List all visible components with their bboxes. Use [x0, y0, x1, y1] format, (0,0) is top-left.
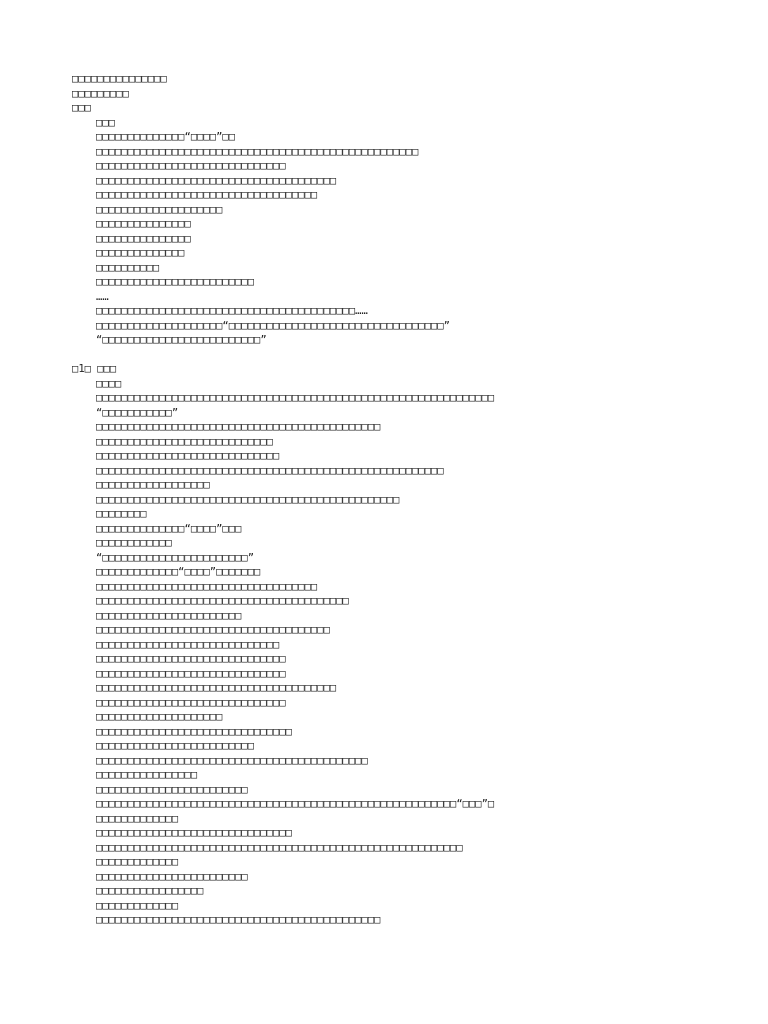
intro-line: “□□□□□□□□□□□□□□□□□□□□□□□□□” [96, 334, 267, 346]
chapter-line: □□□□□□□□□□□□□□□□□□□□□□□□□□□□□□□□□□□□□□□□□□□□□□□□□□□□□□□ [96, 464, 444, 477]
document-title: □□□□□□□□□□□□□□□ [72, 73, 167, 85]
intro-line: □□□□□□□□□□ [96, 261, 160, 274]
intro-line: □□□□□□□□□□□□□□□□□□□□□□□□□ [96, 276, 255, 288]
intro-line: □□□□□□□□□□□□□□□ [96, 232, 191, 245]
chapter-line: □□□□□□□□□□□□□□□□□□□□□□□□□□□□□□□ [96, 725, 292, 738]
intro-line: □□□□□□□□□□□□□□□□□□□□□□□□□□□□□□□□□□□□□□□□□…… [96, 305, 368, 317]
chapter-heading: □1□ □□□ [72, 363, 117, 375]
chapter-line: □□□□□□□□□□□□□□□□□□□□□□□□□□□□□□□□□□□ [96, 580, 318, 593]
chapter-line: □□□□□□□□□□□□□ [96, 899, 179, 912]
chapter-line: □□□□□□□□□□□□□□□□□□□□□□□□□□□□□□□□□□□□□□□□□□□□□□□□ [96, 493, 400, 506]
intro-line: □□□□□□□□□□□□□□□□□□□□□□□□□□□□□□ [96, 160, 286, 172]
intro-line: …… [96, 290, 109, 303]
chapter-line: □□□□□□□□□□□□□□□□□□□□□□□□□□□□□□□□□□□□□□□□□□□□□ [96, 421, 381, 433]
document-page [72, 72, 732, 928]
intro-line: □□□□□□□□□□□□□□□□□□□□ [96, 203, 223, 216]
chapter-line: □□□□□□□□□□□□□□□□□□□□□□□□□□□□□□ [96, 696, 286, 709]
chapter-line: □□□□ [96, 377, 122, 390]
chapter-line: □□□□□□□□□□□□□□□□□□□□□□□□□□□□□□□□□□□□□□□□□□□□□□□□□□□□□□□□□□□□□□□ [96, 392, 495, 404]
chapter-line: □□□□□□□□□□□□□□□□ [96, 769, 198, 781]
intro-line: □□□□□□□□□□□□□□□□□□□□□□□□□□□□□□□□□□□ [96, 189, 318, 201]
chapter-line: □□□□□□□□□□□□□□□□□□□□□□□□ [96, 783, 248, 796]
chapter-line: □□□□□□□□□□□□□□□□□□□□□□□□□□□□□□□□□□□□□ [96, 624, 330, 636]
chapter-line: □□□□□□□□□□□□□□“□□□□”□□□ [96, 522, 242, 535]
chapter-line: □□□□□□□□□□□□□□□□□ [96, 885, 204, 897]
chapter-line: □□□□□□□□□□□□□□□□□□□□□□□□□□□□□□□□□□□□□□□□□□□□□□□□□□□□□□□□□□ [96, 841, 463, 854]
chapter-line: □□□□□□□□□□□□□□□□□□□□□□□□□□□□□□□ [96, 827, 292, 839]
section-spacer [72, 348, 732, 363]
intro-section [72, 116, 732, 348]
chapter-line: □□□□□□□□□□□□ [96, 537, 172, 549]
chapter-line: □□□□□□□□□□□□□□□□□□ [96, 479, 210, 491]
chapter-line: □□□□□□□□□□□□□ [96, 812, 179, 825]
document-subtitle: □□□□□□□□□ [72, 87, 129, 100]
chapter-line: □□□□□□□□□□□□□ [96, 856, 179, 868]
chapter-line: □□□□□□□□□□□□□□□□□□□□□□□□□□□□ [96, 435, 274, 448]
chapter-line: □□□□□□□□□□□□□□□□□□□□ [96, 711, 223, 723]
chapter-line: “□□□□□□□□□□□” [96, 406, 179, 419]
chapter-line: □□□□□□□□□□□□□□□□□□□□□□□□ [96, 870, 248, 883]
intro-line: □□□□□□□□□□□□□□ [96, 247, 185, 259]
chapter-line: □□□□□□□□□□□□□□□□□□□□□□□□□ [96, 740, 255, 752]
chapter-line: □□□□□□□□□□□□□□□□□□□□□□□□□□□□□ [96, 450, 280, 462]
chapter-line: □□□□□□□□□□□□□□□□□□□□□□□□□□□□□□□□□□□□□□□□□□□ [96, 754, 368, 767]
chapter-line: □□□□□□□□□□□□□□□□□□□□□□□□□□□□□□□□□□□□□□□□ [96, 595, 349, 607]
chapter-line: □□□□□□□□□□□□□□□□□□□□□□□□□□□□□□□□□□□□□□□□□□□□□□□□□□□□□□□□□“□□□”□ [96, 798, 495, 810]
chapter-line: □□□□□□□□□□□□□“□□□□”□□□□□□□ [96, 566, 261, 578]
chapter-line: □□□□□□□□□□□□□□□□□□□□□□□ [96, 609, 242, 622]
intro-line: □□□ [96, 116, 115, 129]
chapter-line: □□□□□□□□□□□□□□□□□□□□□□□□□□□□□ [96, 638, 280, 651]
chapter-line: □□□□□□□□□□□□□□□□□□□□□□□□□□□□□□□□□□□□□□ [96, 682, 337, 694]
intro-line: □□□□□□□□□□□□□□□□□□□□□□□□□□□□□□□□□□□□□□□□□□□□□□□□□□□ [96, 145, 419, 158]
intro-line: □□□□□□□□□□□□□□“□□□□”□□ [96, 131, 236, 143]
chapter-line: □□□□□□□□□□□□□□□□□□□□□□□□□□□□□□ [96, 667, 286, 680]
chapter-line: □□□□□□□□□□□□□□□□□□□□□□□□□□□□□□ [96, 653, 286, 665]
intro-line: □□□□□□□□□□□□□□□□□□□□□□□□□□□□□□□□□□□□□□ [96, 174, 337, 187]
intro-line: □□□□□□□□□□□□□□□ [96, 218, 191, 230]
chapter-line: □□□□□□□□ [96, 508, 147, 520]
section-label: □□□ [72, 102, 91, 114]
chapter-body [72, 377, 732, 928]
chapter-line: □□□□□□□□□□□□□□□□□□□□□□□□□□□□□□□□□□□□□□□□□□□□□ [96, 914, 381, 926]
chapter-line: “□□□□□□□□□□□□□□□□□□□□□□□” [96, 551, 255, 564]
intro-line: □□□□□□□□□□□□□□□□□□□□“□□□□□□□□□□□□□□□□□□□□□□□□□□□□□□□□□□” [96, 319, 451, 332]
